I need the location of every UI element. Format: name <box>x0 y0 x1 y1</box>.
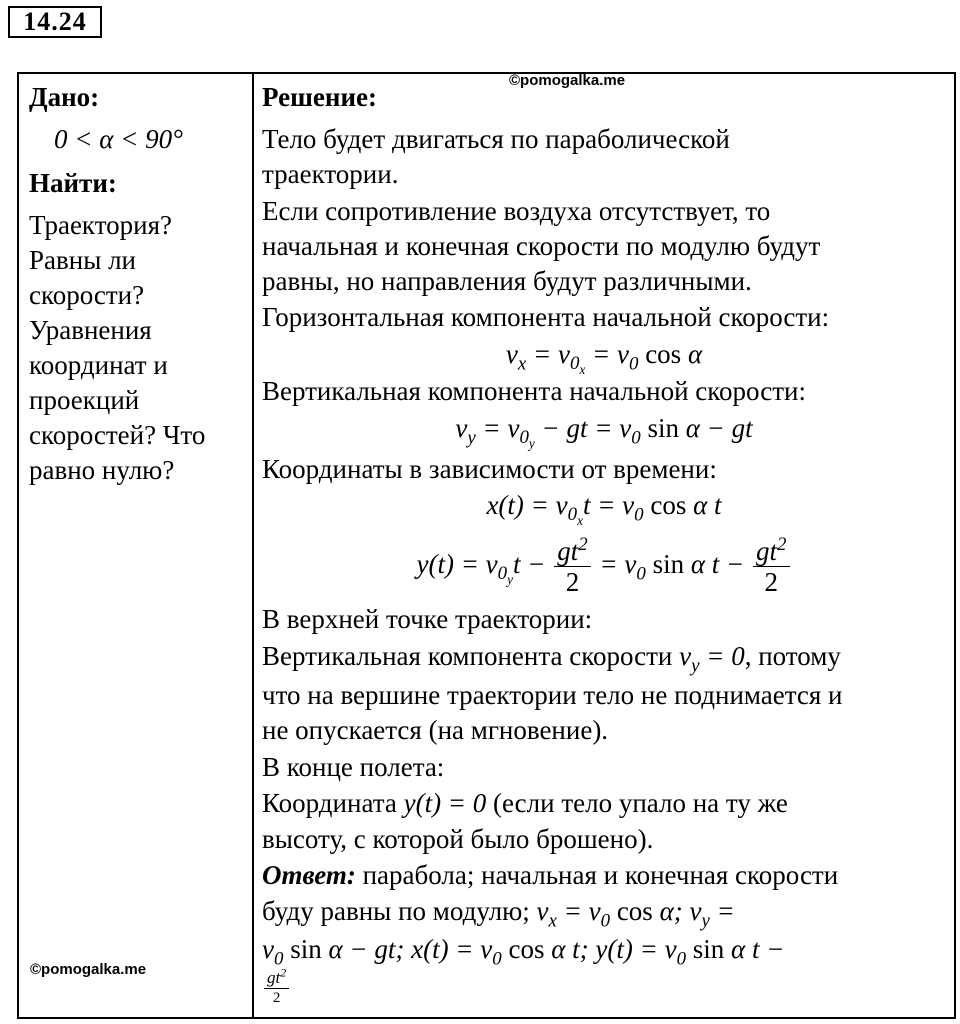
given-heading: Дано: <box>29 82 100 112</box>
solution-line: высоту, с которой было брошено). <box>262 824 654 854</box>
given-condition: 0 < α < 90° <box>54 124 183 154</box>
find-line: Уравнения <box>29 315 152 345</box>
watermark-bottom: ©pomogalka.me <box>30 961 147 978</box>
find-line: скорости? <box>29 280 145 310</box>
solution-line: начальная и конечная скорости по модулю будут <box>262 231 821 261</box>
answer-fraction: $\frac{gt^2}{2}$ <box>262 968 291 1007</box>
formula-yt: $y(t) = v_{0_y}t$ − $\frac{gt^2}{2}$ = $v_0$ sin α t − $\frac{gt^2}{2}$ <box>252 529 956 599</box>
solution-line: не опускается (на мгновение). <box>262 715 609 745</box>
solution-heading: Решение: <box>262 82 377 112</box>
answer-line-2: буду равны по модулю; $v_x = v_0$ cos α; $v_y$ = <box>262 896 735 932</box>
solution-line: траектории. <box>262 159 399 189</box>
find-line: Равны ли <box>29 245 137 275</box>
solution-line: В конце полета: <box>262 752 445 782</box>
solution-line: что на вершине траектории тело не поднимается и <box>262 680 843 710</box>
solution-line: равны, но направления будут различными. <box>262 266 752 296</box>
answer-label: Ответ: <box>262 860 356 890</box>
find-line: проекций <box>29 385 140 415</box>
solution-line: Тело будет двигаться по параболической <box>262 124 730 154</box>
solution-line: Координаты в зависимости от времени: <box>262 454 717 484</box>
answer-line-1: Ответ: парабола; начальная и конечная скорости <box>262 860 839 890</box>
solution-table <box>17 72 956 1019</box>
find-line: скоростей? Что <box>29 420 206 450</box>
formula-xt: $x(t) = v_{0_x}t = v_0$ cos α t <box>486 490 722 529</box>
find-line: равно нулю? <box>29 455 175 485</box>
find-heading: Найти: <box>29 168 117 198</box>
problem-number: 14.24 <box>8 6 102 38</box>
answer-line-3: $v_0$ sin α − gt; $x(t) = v_0$ cos α t; $y(t) = v_0$ sin α t − <box>262 934 785 970</box>
find-line: Траектория? <box>29 210 172 240</box>
solution-line-vy-zero: Вертикальная компонента скорости $v_y = 0$, потому <box>262 641 841 677</box>
find-line: координат и <box>29 350 168 380</box>
watermark-top: ©pomogalka.me <box>509 72 626 89</box>
formula-vx: $v_x = v_{0_x} = v_0$ cos α <box>505 339 703 378</box>
solution-line: Горизонтальная компонента начальной скорости: <box>262 302 830 332</box>
solution-line: В верхней точке траектории: <box>262 604 593 634</box>
solution-line-y-zero: Координата y(t) = 0 (если тело упало на ту же <box>262 788 788 818</box>
formula-vy: $v_y = v_{0_y}$ − gt = $v_0$ sin α − gt <box>455 413 753 452</box>
solution-line: Если сопротивление воздуха отсутствует, то <box>262 196 771 226</box>
solution-line: Вертикальная компонента начальной скорости: <box>262 376 806 406</box>
